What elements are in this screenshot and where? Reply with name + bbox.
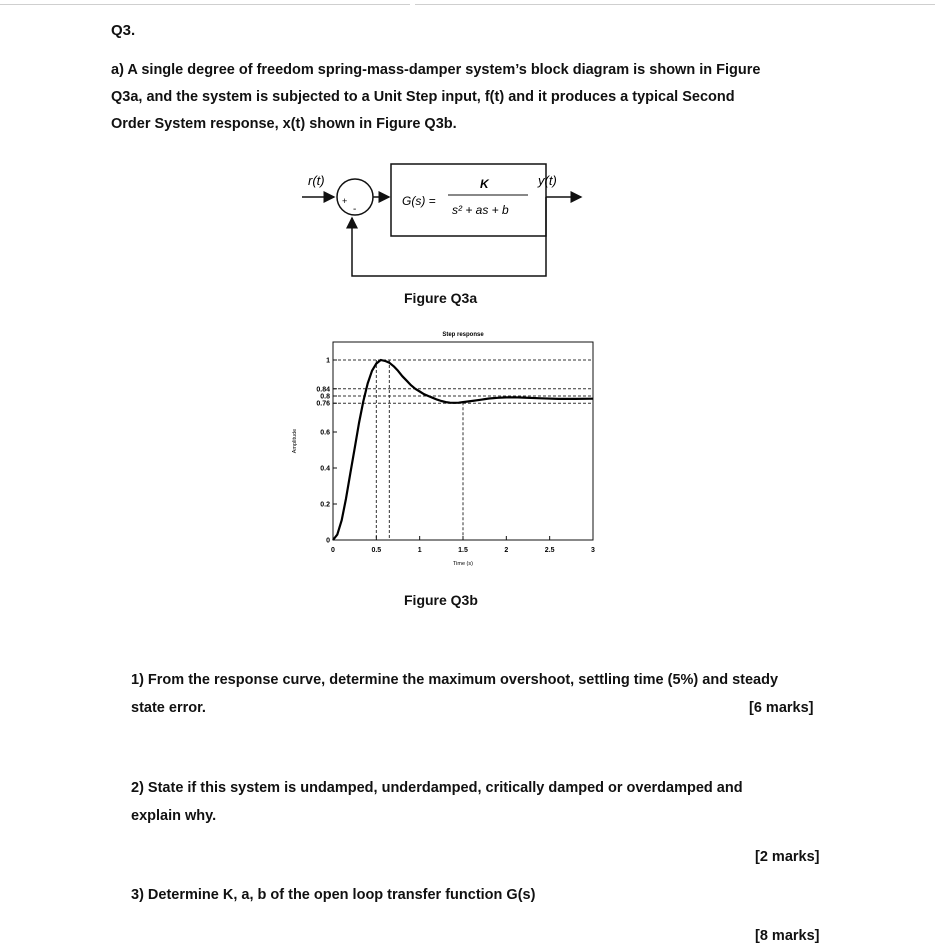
question-3-marks: [8 marks]	[755, 928, 820, 944]
y-tick-label: 1	[326, 357, 330, 365]
question-number: Q3.	[111, 22, 136, 39]
y-tick-label: 0	[326, 537, 330, 545]
x-tick-label: 2	[504, 547, 509, 554]
question-2-line-2: explain why.	[131, 808, 217, 824]
question-3-line-1: 3) Determine K, a, b of the open loop transfer function G(s)	[131, 887, 536, 903]
y-tick-label: 0.8	[320, 393, 330, 401]
question-1-marks: [6 marks]	[749, 700, 814, 716]
x-axis-label: Time (s)	[453, 561, 473, 567]
block-diagram	[280, 160, 610, 285]
x-tick-label: 0	[331, 547, 335, 554]
y-axis-label: Amplitude	[292, 428, 298, 454]
question-2-line-1: 2) State if this system is undamped, underdamped, critically damped or overdamped and	[131, 780, 743, 796]
step-response-chart	[283, 322, 603, 572]
y-tick-label: 0.2	[320, 501, 330, 509]
intro-line-3: Order System response, x(t) shown in Figure Q3b.	[111, 116, 457, 132]
y-tick-label: 0.4	[320, 465, 330, 473]
chart-title: Step response	[442, 332, 484, 338]
tf-lhs: G(s) =	[402, 194, 436, 208]
tf-numerator: K	[480, 177, 489, 191]
input-label: r(t)	[308, 173, 325, 188]
x-tick-label: 1.5	[458, 547, 468, 554]
intro-line-1: a) A single degree of freedom spring-mass-damper system’s block diagram is shown in Figure	[111, 62, 761, 78]
question-1-line-2: state error.	[131, 700, 206, 716]
question-1-line-1: 1) From the response curve, determine the maximum overshoot, settling time (5%) and steady	[131, 672, 779, 688]
figure-q3a-caption: Figure Q3a	[404, 290, 478, 306]
sum-minus-sign: -	[353, 204, 357, 215]
output-label: y(t)	[538, 173, 557, 188]
x-tick-label: 0.5	[371, 547, 382, 554]
x-tick-label: 2.5	[544, 547, 555, 554]
top-rule-right	[415, 4, 935, 5]
sum-plus-sign: +	[342, 196, 348, 206]
question-2-marks: [2 marks]	[755, 849, 820, 865]
figure-q3b-caption: Figure Q3b	[404, 592, 478, 608]
y-tick-label: 0.76	[316, 400, 330, 408]
intro-line-2: Q3a, and the system is subjected to a Unit Step input, f(t) and it produces a typical Second	[111, 89, 735, 105]
y-tick-label: 0.6	[320, 429, 330, 437]
x-tick-label: 1	[417, 547, 422, 554]
tf-denominator: s² + as + b	[452, 203, 509, 217]
x-tick-label: 3	[591, 547, 595, 554]
top-rule-left	[0, 4, 410, 5]
y-tick-label: 0.84	[316, 386, 330, 394]
